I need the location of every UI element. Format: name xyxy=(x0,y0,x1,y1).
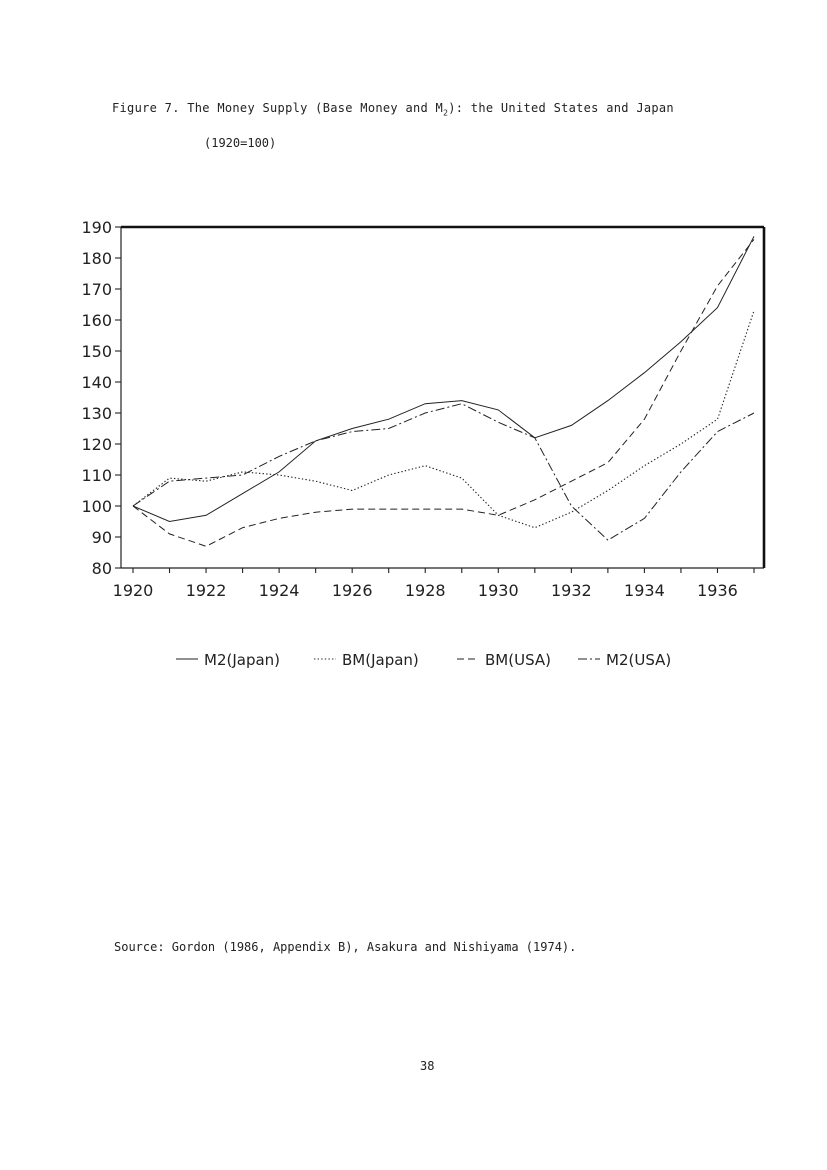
y-tick-label: 100 xyxy=(81,497,112,516)
x-tick-label: 1920 xyxy=(112,581,154,600)
x-tick-label: 1928 xyxy=(404,581,446,600)
legend-label: BM(Japan) xyxy=(342,651,419,669)
series-line-bm-usa xyxy=(133,239,754,546)
y-tick-label: 170 xyxy=(81,280,112,299)
y-tick-label: 80 xyxy=(91,559,112,578)
y-tick-label: 150 xyxy=(81,342,112,361)
legend-label: BM(USA) xyxy=(485,651,551,669)
y-tick-label: 110 xyxy=(81,466,112,485)
page-number: 38 xyxy=(420,1059,435,1073)
figure-subtitle: (1920=100) xyxy=(204,136,277,150)
y-tick-label: 90 xyxy=(91,528,112,547)
y-tick-label: 140 xyxy=(81,373,112,392)
y-tick-label: 180 xyxy=(81,249,112,268)
figure-caption-post: ): the United States and Japan xyxy=(448,101,674,115)
source-note: Source: Gordon (1986, Appendix B), Asakura and Nishiyama (1974). xyxy=(114,940,577,954)
y-tick-label: 120 xyxy=(81,435,112,454)
x-tick-label: 1936 xyxy=(697,581,738,600)
x-tick-label: 1926 xyxy=(331,581,373,600)
x-tick-label: 1930 xyxy=(477,581,519,600)
series-line-bm-japan xyxy=(133,311,754,528)
x-tick-label: 1934 xyxy=(624,581,665,600)
y-tick-label: 160 xyxy=(81,311,112,330)
legend-label: M2(Japan) xyxy=(204,651,281,669)
y-tick-label: 130 xyxy=(81,404,112,423)
x-tick-label: 1932 xyxy=(550,581,592,600)
x-tick-label: 1922 xyxy=(185,581,227,600)
x-tick-label: 1924 xyxy=(258,581,300,600)
legend-label: M2(USA) xyxy=(606,651,672,669)
series-line-m2-japan xyxy=(133,236,754,521)
figure-caption-subscript: 2 xyxy=(443,108,449,118)
figure-caption-pre: Figure 7. The Money Supply (Base Money and M xyxy=(112,101,444,115)
y-tick-label: 190 xyxy=(81,218,112,237)
